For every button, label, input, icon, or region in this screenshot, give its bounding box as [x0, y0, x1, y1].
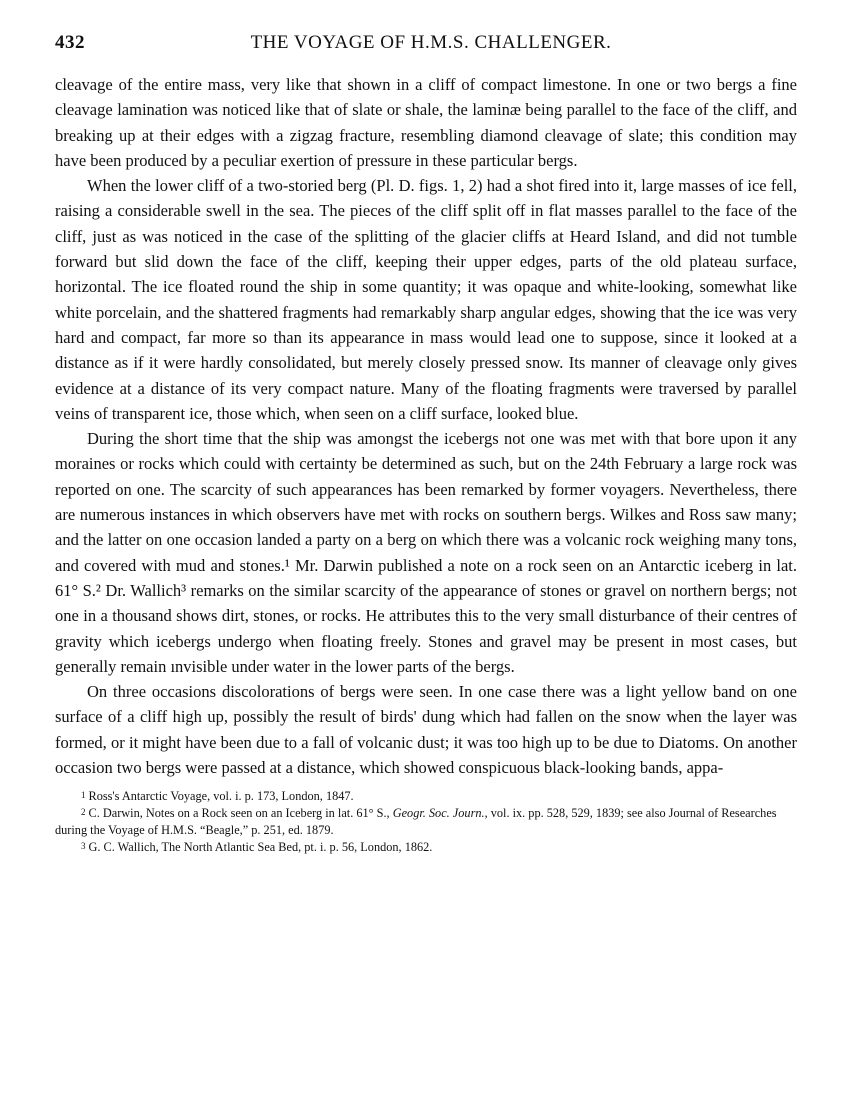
footnote-text-cont: , vol. ix. pp. 528, 529, 1839; see also Journal of Researches during the Voyage of H.M.S. “Beagle,” p. 251, ed. 1879.: [55, 806, 777, 838]
paragraph: During the short time that the ship was amongst the icebergs not one was met with that bore upon it any moraines or rocks which could with certainty be determined as such, but on the 24th February a large rock was reported on one. The scarcity of such appearances has been remarked by former voyagers. Nevertheless, there are numerous instances in which observers have met with rocks on southern bergs. Wilkes and Ross saw many; and the latter on one occasion landed a party on a berg on which there was a volcanic rock weighing many tons, and covered with mud and stones.¹ Mr. Darwin published a note on a rock seen on an Antarctic iceberg in lat. 61° S.² Dr. Wallich³ remarks on the similar scarcity of the appearance of stones or gravel on northern bergs; not one in a thousand shows dirt, stones, or rocks. He attributes this to the very small disturbance of their centres of gravity which icebergs undergo when floating freely. Stones and gravel may be present in most cases, but generally remain ınvisible under water in the lower parts of the bergs.: [55, 429, 797, 676]
journal-title: Geogr. Soc. Journ.: [392, 806, 485, 821]
paragraph: cleavage of the entire mass, very like that shown in a cliff of compact limestone. In one or two bergs a fine cleavage lamination was noticed like that of slate or shale, the laminæ being parallel to the face of the cliff, and breaking up at their edges with a zigzag fracture, resembling diamond cleavage of slate; this condition may have been produced by a peculiar exertion of pressure in these particular bergs.: [55, 75, 797, 170]
footnote-text: G. C. Wallich, The North Atlantic Sea Bed, pt. i. p. 56, London, 1862.: [88, 840, 433, 855]
footnote-mark: 3: [81, 841, 86, 852]
footnote-text: Ross's Antarctic Voyage, vol. i. p. 173, London, 1847.: [88, 789, 354, 804]
footnote-3: [55, 839, 797, 856]
footnotes: [55, 788, 797, 856]
page-number: 432: [55, 32, 85, 53]
paragraph: On three occasions discolorations of bergs were seen. In one case there was a light yellow band on one surface of a cliff high up, possibly the result of birds' dung which had fallen on the snow when the layer was formed, or it might have been due to a fall of volcanic dust; it was too high up to be due to Diatoms. On another occasion two bergs were passed at a distance, which showed conspicuous black-looking bands, appa-: [55, 682, 797, 778]
footnote-text: C. Darwin, Notes on a Rock seen on an Iceberg in lat. 61° S.,: [88, 806, 390, 821]
footnote-mark: 2: [81, 807, 86, 818]
running-title: THE VOYAGE OF H.M.S. CHALLENGER.: [250, 32, 612, 53]
body-text: [55, 72, 797, 780]
paragraph: When the lower cliff of a two-storied berg (Pl. D. figs. 1, 2) had a shot fired into it, large masses of ice fell, raising a considerable swell in the sea. The pieces of the cliff split off in flat masses parallel to the face of the cliff, just as was noticed in the case of the splitting of the glacier cliffs at Heard Island, and did not tumble forward but slid down the face of the cliff, keeping their upper edges, parts of the old plateau surface, horizontal. The ice floated round the ship in some quantity; it was opaque and white-looking, somewhat like white porcelain, and the shattered fragments had remarkably sharp angular edges, showing that the ice was very hard and compact, far more so than its appearance in mass would lead one to suppose, since it looked at a distance as if it were hardly consolidated, but merely closely pressed snow. Its manner of cleavage only gives evidence at a distance of its very compact nature. Many of the floating fragments were traversed by parallel veins of transparent ice, those which, when seen on a cliff surface, looked blue.: [55, 176, 797, 423]
footnote-2: [55, 805, 797, 839]
footnote-1: [55, 788, 797, 805]
running-head: [55, 28, 797, 58]
footnote-mark: 1: [81, 790, 86, 801]
